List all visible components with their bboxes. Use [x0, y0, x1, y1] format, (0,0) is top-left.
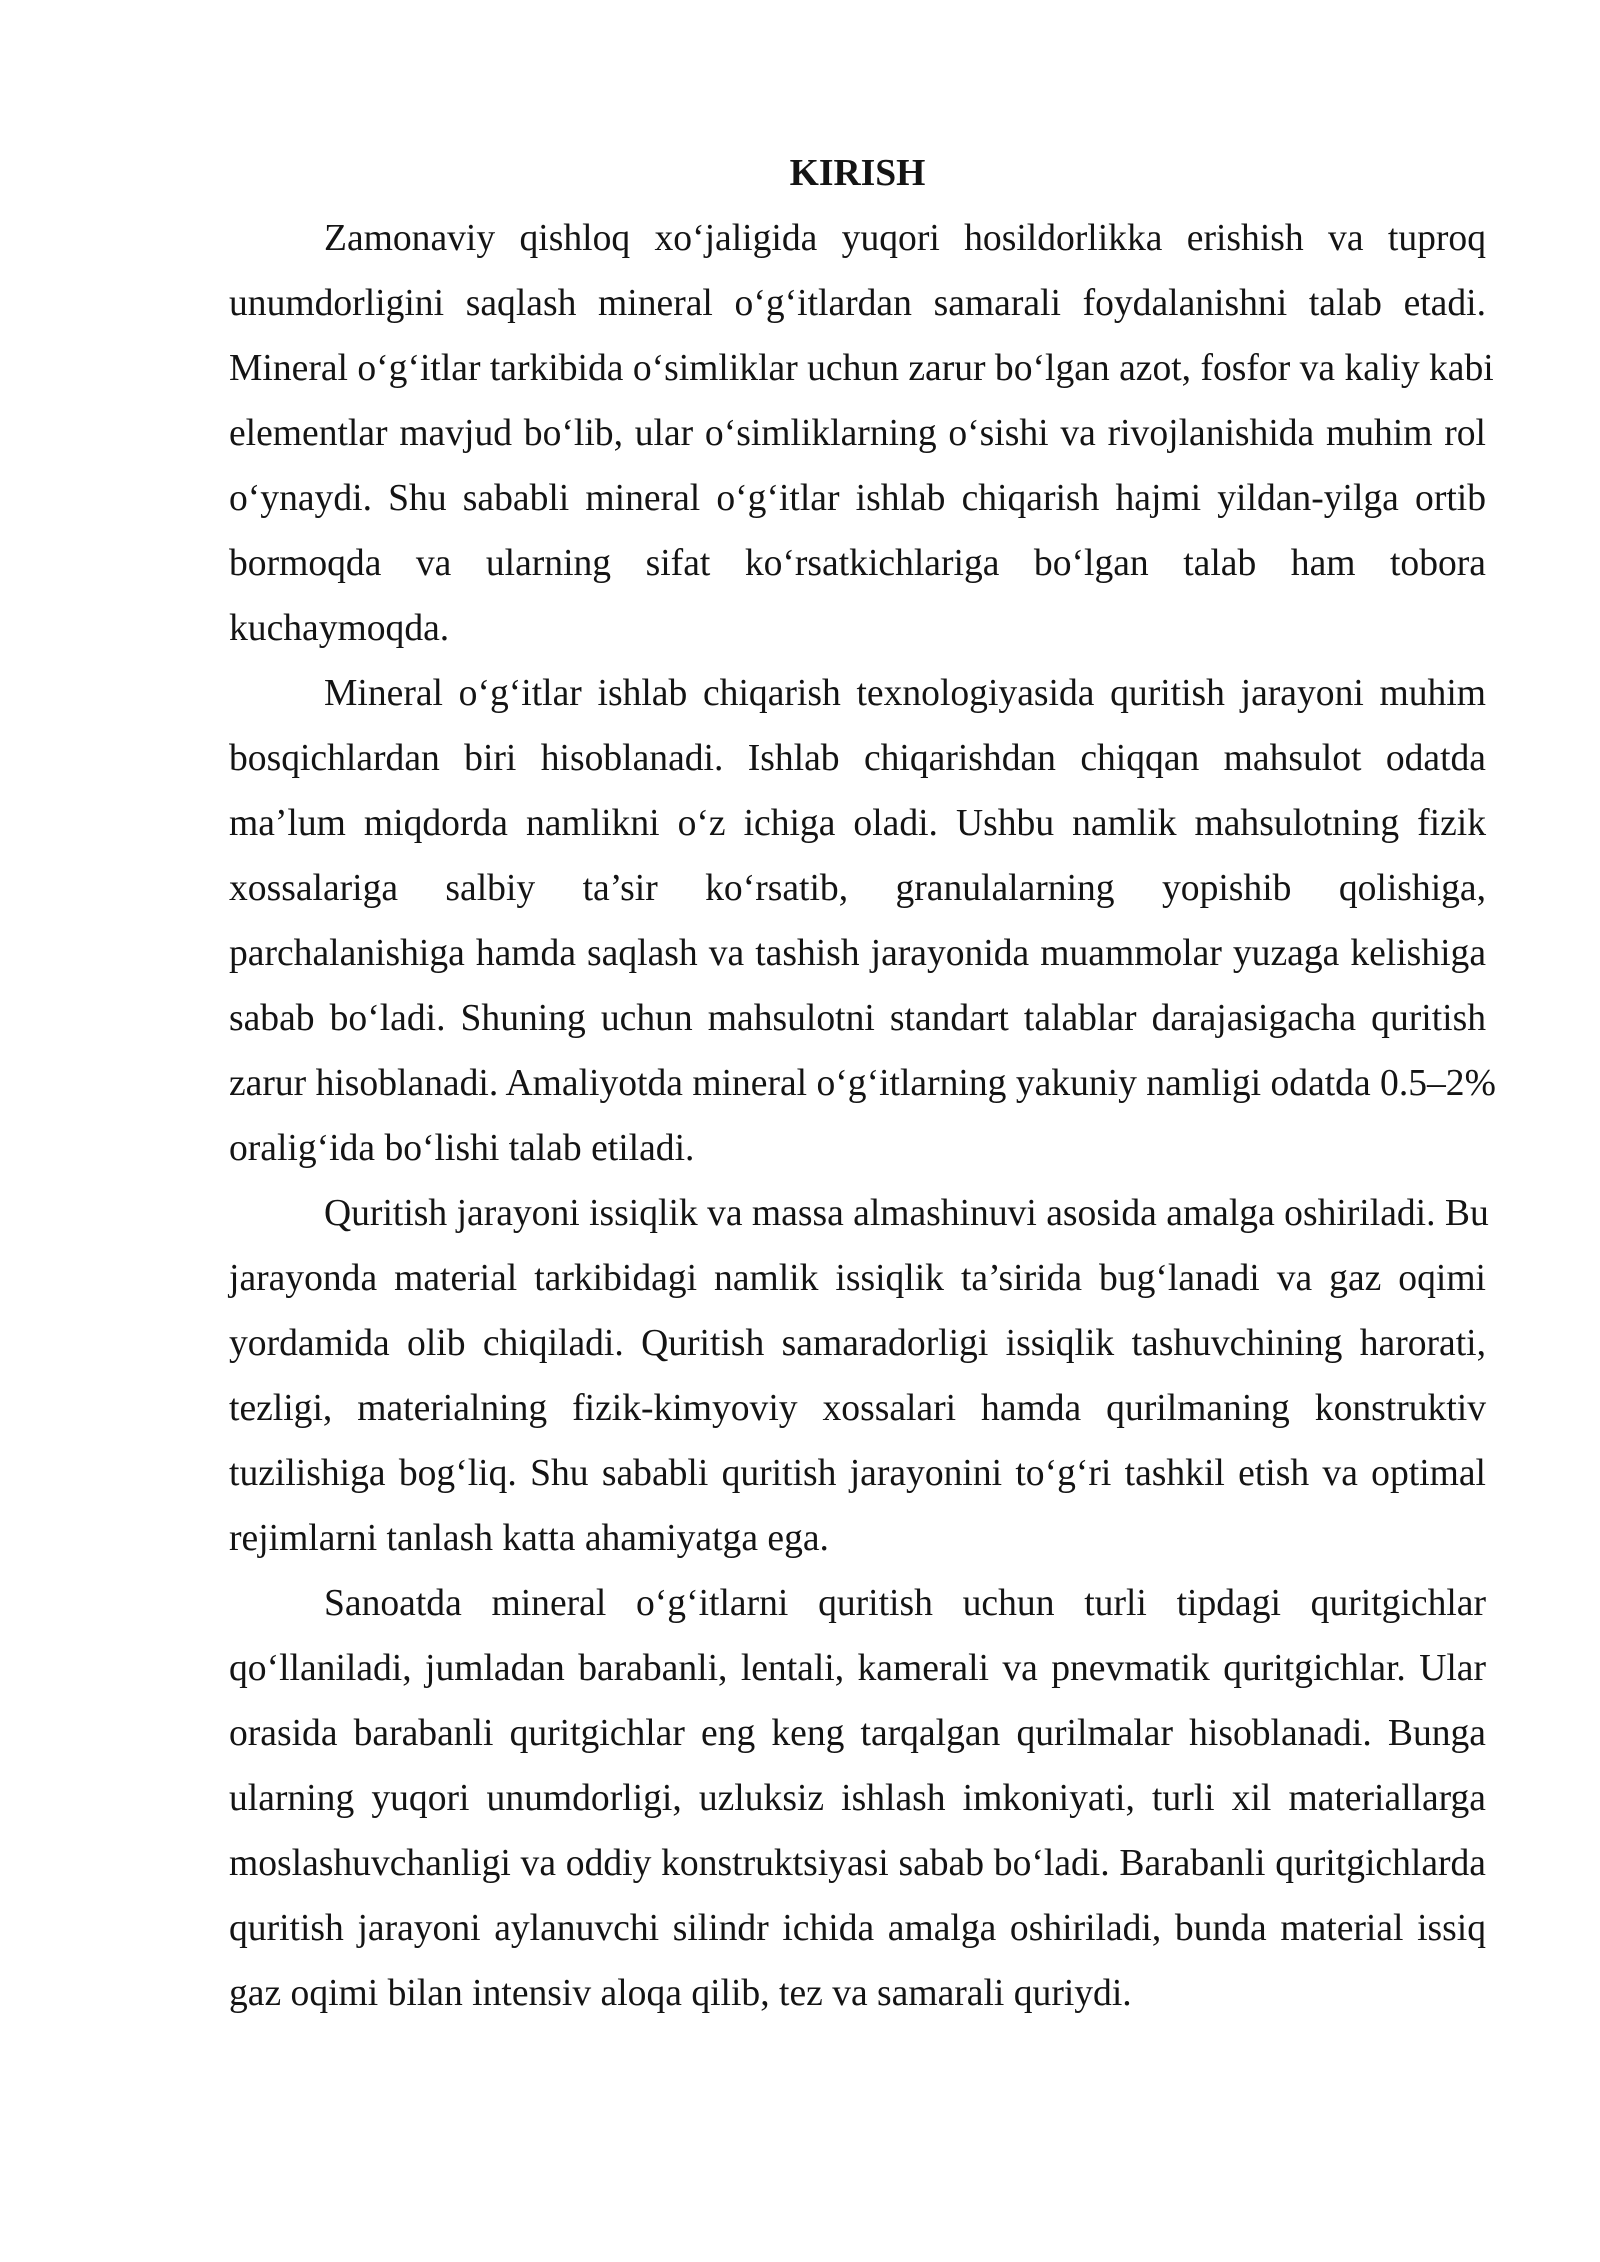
text-line: Quritish jarayoni issiqlik va massa almashinuvi asosida amalga oshiriladi. Bu — [324, 1193, 1489, 1234]
text-line: o‘ynaydi. Shu sababli mineral o‘g‘itlar ishlab chiqarish hajmi yildan-yilga ortib — [229, 478, 1486, 519]
document-body — [229, 141, 1496, 2026]
text-line: orasida barabanli quritgichlar eng keng tarqalgan qurilmalar hisoblanadi. Bunga — [229, 1713, 1486, 1754]
text-line: unumdorligini saqlash mineral o‘g‘itlardan samarali foydalanishni talab etadi. — [229, 283, 1486, 324]
text-line: qo‘llaniladi, jumladan barabanli, lentali, kamerali va pnevmatik quritgichlar. Ular — [229, 1648, 1486, 1689]
text-line: Mineral o‘g‘itlar tarkibida o‘simliklar uchun zarur bo‘lgan azot, fosfor va kaliy kabi — [229, 348, 1494, 389]
text-line: tezligi, materialning fizik-kimyoviy xossalari hamda qurilmaning konstruktiv — [229, 1388, 1486, 1429]
text-line: moslashuvchanligi va oddiy konstruktsiyasi sabab bo‘ladi. Barabanli quritgichlarda — [229, 1843, 1486, 1884]
text-line: gaz oqimi bilan intensiv aloqa qilib, tez va samarali quriydi. — [229, 1973, 1132, 2014]
text-line: Mineral o‘g‘itlar ishlab chiqarish texnologiyasida quritish jarayoni muhim — [324, 673, 1486, 714]
paragraph — [229, 1571, 1486, 2026]
text-line: ularning yuqori unumdorligi, uzluksiz ishlash imkoniyati, turli xil materiallarga — [229, 1778, 1486, 1819]
paragraph — [229, 206, 1494, 661]
text-line: sabab bo‘ladi. Shuning uchun mahsulotni standart talablar darajasigacha quritish — [229, 998, 1486, 1039]
paragraph — [229, 661, 1496, 1181]
text-line: quritish jarayoni aylanuvchi silindr ichida amalga oshiriladi, bunda material issiq — [229, 1908, 1486, 1949]
text-line: rejimlarni tanlash katta ahamiyatga ega. — [229, 1518, 829, 1559]
paragraph — [229, 1181, 1489, 1571]
text-line: Sanoatda mineral o‘g‘itlarni quritish uchun turli tipdagi quritgichlar — [324, 1583, 1486, 1624]
text-line: bormoqda va ularning sifat ko‘rsatkichlariga bo‘lgan talab ham tobora — [229, 543, 1486, 584]
text-line: zarur hisoblanadi. Amaliyotda mineral o‘g‘itlarning yakuniy namligi odatda 0.5–2% — [229, 1063, 1496, 1104]
text-line: Zamonaviy qishloq xo‘jaligida yuqori hosildorlikka erishish va tuproq — [324, 218, 1486, 259]
text-line: oralig‘ida bo‘lishi talab etiladi. — [229, 1128, 695, 1169]
text-line: parchalanishiga hamda saqlash va tashish jarayonida muammolar yuzaga kelishiga — [229, 933, 1486, 974]
text-line: kuchaymoqda. — [229, 608, 450, 649]
text-line: yordamida olib chiqiladi. Quritish samaradorligi issiqlik tashuvchining harorati, — [229, 1323, 1486, 1364]
text-line: jarayonda material tarkibidagi namlik issiqlik ta’sirida bug‘lanadi va gaz oqimi — [229, 1258, 1486, 1299]
text-line: xossalariga salbiy ta’sir ko‘rsatib, granulalarning yopishib qolishiga, — [229, 868, 1486, 909]
text-line: elementlar mavjud bo‘lib, ular o‘simliklarning o‘sishi va rivojlanishida muhim rol — [229, 413, 1486, 454]
text-line: ma’lum miqdorda namlikni o‘z ichiga oladi. Ushbu namlik mahsulotning fizik — [229, 803, 1486, 844]
text-line: tuzilishiga bog‘liq. Shu sababli quritish jarayonini to‘g‘ri tashkil etish va optimal — [229, 1453, 1486, 1494]
page-title: KIRISH — [789, 153, 926, 194]
text-line: bosqichlardan biri hisoblanadi. Ishlab chiqarishdan chiqqan mahsulot odatda — [229, 738, 1486, 779]
